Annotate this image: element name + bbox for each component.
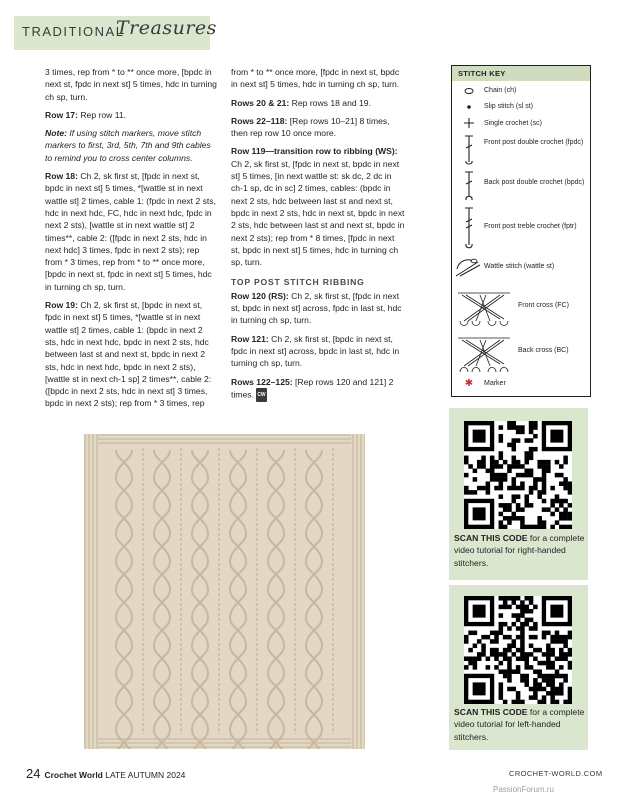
watermark: PassionForum.ru — [493, 785, 554, 794]
key-item: Chain (ch) — [456, 86, 588, 96]
key-item: Wattle stitch (wattle st) — [456, 256, 588, 278]
row-120: Row 120 (RS): Ch 2, sk first st, [fpdc in next st, bpdc in next st] across, fpdc in last st, hdc in turning ch sp, turn. — [231, 290, 402, 326]
end-mark-icon: CW — [256, 388, 266, 402]
fpdc-icon — [456, 134, 482, 166]
qr-panel-left-handed — [449, 585, 588, 750]
qr-panel-right-handed — [449, 408, 588, 580]
chain-icon — [456, 86, 482, 96]
rows-22-118: Rows 22–118: [Rep rows 10–21] 8 times, then rep row 10 once more. — [231, 115, 390, 139]
row-19: Row 19: Ch 2, sk first st, [bpdc in next st, fpdc in next st] 5 times, *[wattle st in next wattle st] 2 times, cable 1: (bpdc in next 2 sts, hdc in next hdc, bpdc in next 2 sts, hdc between last st and next st, bpdc in next 2 sts, hdc in next hdc, bpdc in next 2 sts), [wattle st in next ch-1 sp] 2 times**, cable 2: ([bpdc in next 2 sts, hdc in next st] 3 times, bpdc in next 2 sts); rep from * 3 times, rep — [45, 300, 212, 409]
stitch-key-title: STITCH KEY — [452, 66, 590, 81]
row-18: Row 18: Ch 2, sk first st, [fpdc in next st, bpdc in next st] 5 times, *[wattle st in next wattle st] 2 times, cable 1: (fpdc in next 2 sts, hdc in next hdc, FC, hdc in next hdc, fpdc in next 2 sts), [wattle st in next wattle st] 2 times**, cable 2: ([fpdc in next 2 sts, hdc in next hdc] 3 times, fpdc in next 2 sts); rep from * 3 times, rep from * to ** once more, [bpdc in next st, fpdc in next st] 5 times, hdc in turning ch sp, turn. — [45, 171, 216, 292]
row-121: Row 121: Ch 2, sk first st, [bpdc in next st, fpdc in next st] across, bpdc in last st, hdc in turning ch sp, turn. — [231, 333, 400, 369]
key-item: Single crochet (sc) — [456, 117, 588, 129]
rows-122-125: Rows 122–125: [Rep rows 120 and 121] 2 times. CW — [231, 376, 405, 403]
key-item: Back post double crochet (bpdc) — [456, 170, 588, 202]
qr-code-left-handed[interactable] — [464, 596, 572, 704]
front-cross-icon — [456, 291, 512, 329]
bpdc-icon — [456, 170, 482, 202]
key-item: Front post treble crochet (fptr) — [456, 206, 588, 250]
section-title: TRADITIONAL — [22, 24, 125, 39]
key-item: Front post double crochet (fpdc) — [456, 134, 588, 166]
fptr-icon — [456, 206, 482, 250]
pattern-column-1 — [45, 66, 217, 416]
continued-text: 3 times, rep from * to ** once more, [bpdc in next st, fpdc in next st] 5 times, hdc in turning ch sp, turn. — [45, 67, 217, 102]
key-item: ✱ Marker — [456, 379, 588, 389]
website-link[interactable]: CROCHET-WORLD.COM — [509, 769, 603, 778]
wattle-icon — [454, 256, 484, 278]
page-folio: 24 Crochet World LATE AUTUMN 2024 — [26, 766, 186, 781]
key-item: Slip stitch (sl st) — [456, 102, 588, 112]
qr-caption-right: SCAN THIS CODE for a complete video tutorial for right-handed stitchers. — [454, 533, 585, 568]
row-17: Row 17: Rep row 11. — [45, 109, 127, 120]
section-script-title: Treasures — [116, 17, 217, 39]
rows-20-21: Rows 20 & 21: Rep rows 18 and 19. — [231, 97, 371, 108]
qr-code-right-handed[interactable] — [464, 421, 572, 529]
back-cross-icon — [456, 336, 512, 374]
stitch-key — [451, 65, 591, 397]
continued-text: from * to ** once more, [fpdc in next st, bpdc in next st] 5 times, hdc in turning ch sp, turn. — [231, 67, 400, 90]
marker-icon: ✱ — [464, 378, 474, 389]
row-119: Row 119—transition row to ribbing (WS): Ch 2, sk first st, [fpdc in next st, bpdc in next st] 5 times, [in next wattle st: sk dc, 2 dc in ch-1 sp, dc in sc] 2 times, cables: (bpdc in next 2 sts, hdc between last st and next st, bpdc in next 2 sts, hdc in next st, bpdc in next 2 sts, hdc between last st and next st, bpdc in next 2 sts); rep from * 8 times, [fpdc in next st, bpdc in next st] 5 times, hdc in turning ch sp, turn. — [231, 146, 405, 268]
key-item: Back cross (BC) — [456, 336, 588, 374]
single-crochet-icon — [456, 117, 482, 129]
qr-caption-left: SCAN THIS CODE for a complete video tutorial for left-handed stitchers. — [454, 707, 585, 742]
slip-stitch-icon — [456, 102, 482, 112]
stitch-marker-note: Note: If using stitch markers, move stitch markers to first, 3rd, 5th, 7th and 9th cables to remind you to cross center columns. — [45, 128, 211, 163]
pattern-column-2 — [231, 66, 405, 408]
key-item: Front cross (FC) — [456, 291, 588, 329]
ribbing-section-heading: TOP POST STITCH RIBBING — [231, 277, 365, 288]
blanket-photo — [84, 434, 365, 749]
